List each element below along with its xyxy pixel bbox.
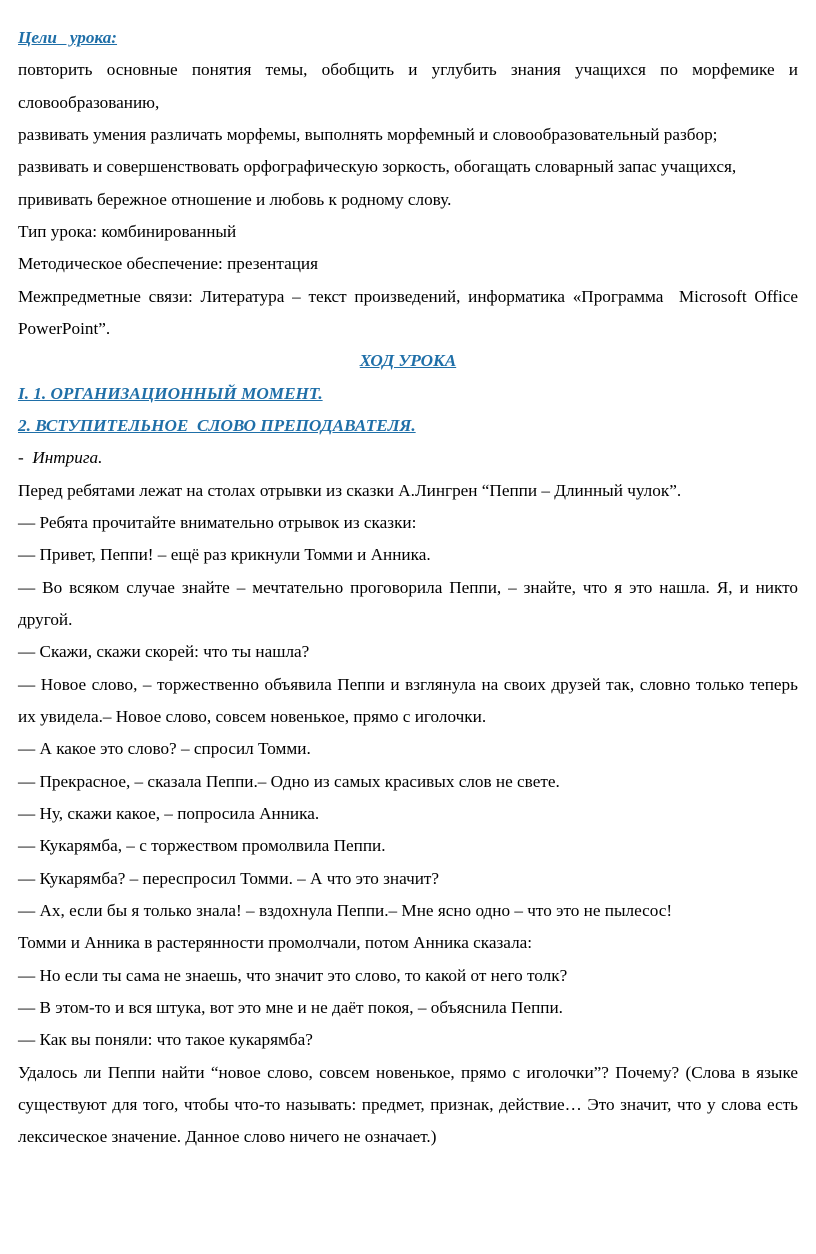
paragraph-read-carefully: — Ребята прочитайте внимательно отрывок из сказки: [18, 512, 417, 532]
lesson-flow-heading: ХОД УРОКА [359, 351, 457, 371]
paragraph-goals-spelling: развивать и совершенствовать орфографическую зоркость, обогащать словарный запас учащихся, [18, 157, 737, 177]
paragraph-how-did-you-understand: — Как вы поняли: что такое кукарямба? [18, 1030, 313, 1050]
section-teacher-intro: 2. ВСТУПИТЕЛЬНОЕ СЛОВО ПРЕПОДАВАТЕЛЯ. [18, 415, 416, 435]
paragraph-tommy-annika-silent: Томми и Анника в растерянности промолчали, потом Анника сказала: [18, 933, 533, 953]
paragraph-if-only-knew: — Ах, если бы я только знала! – вздохнула Пеппи.– Мне ясно одно – что это не пылесос! [18, 900, 673, 920]
paragraph-beautiful-word: — Прекрасное, – сказала Пеппи.– Одно из самых красивых слов не свете. [18, 771, 560, 791]
paragraph-intrigue: - Интрига. [18, 448, 103, 468]
paragraph-cross-subject-links: Межпредметные связи: Литература – текст произведений, информатика «Программа Microsoft Office PowerPoint”. [18, 286, 803, 338]
paragraph-goals-love-word: прививать бережное отношение и любовь к родному слову. [18, 189, 452, 209]
paragraph-did-peppi-find: Удалось ли Пеппи найти “новое слово, совсем новенькое, прямо с иголочки”? Почему? (Слова в языке существуют для того, чтобы что-то называть: предмет, признак, действие… Это значит, что у слова есть лексическое значение. Данное слово ничего не означает.) [18, 1062, 803, 1147]
paragraph-in-any-case: — Во всяком случае знайте – мечтательно проговорила Пеппи, – знайте, что я это нашла. Я, и никто другой. [18, 577, 803, 629]
paragraph-hello-peppi: — Привет, Пеппи! – ещё раз крикнули Томми и Анника. [18, 545, 431, 565]
paragraph-what-word: — А какое это слово? – спросил Томми. [18, 739, 311, 759]
paragraph-kukaryamba: — Кукарямба, – с торжеством промолвила Пеппи. [18, 836, 386, 856]
paragraph-goals-repeat: повторить основные понятия темы, обобщить и углубить знания учащихся по морфемике и словообразованию, [18, 60, 803, 112]
paragraph-tell-quickly: — Скажи, скажи скорей: что ты нашла? [18, 642, 310, 662]
section-organizational-moment: I. 1. ОРГАНИЗАЦИОННЫЙ МОМЕНТ. [18, 383, 323, 403]
paragraph-if-you-dont-know: — Но если ты сама не знаешь, что значит это слово, то какой от него толк? [18, 965, 568, 985]
paragraph-method-support: Методическое обеспечение: презентация [18, 254, 319, 274]
lesson-goals-heading: Цели урока: [18, 28, 118, 47]
paragraph-thats-the-point: — В этом-то и вся штука, вот это мне и не даёт покоя, – объяснила Пеппи. [18, 997, 563, 1017]
paragraph-goals-develop: развивать умения различать морфемы, выполнять морфемный и словообразовательный разбор; [18, 124, 718, 144]
paragraph-new-word: — Новое слово, – торжественно объявила Пеппи и взглянула на своих друзей так, словно только теперь их увидела.– Новое слово, совсем новенькое, прямо с иголочки. [18, 674, 803, 726]
paragraph-excerpts-on-desks: Перед ребятами лежат на столах отрывки из сказки А.Лингрен “Пеппи – Длинный чулок”. [18, 480, 682, 500]
paragraph-lesson-type: Тип урока: комбинированный [18, 221, 237, 241]
paragraph-kukaryamba-question: — Кукарямба? – переспросил Томми. – А что это значит? [18, 868, 440, 888]
paragraph-say-which: — Ну, скажи какое, – попросила Анника. [18, 803, 320, 823]
